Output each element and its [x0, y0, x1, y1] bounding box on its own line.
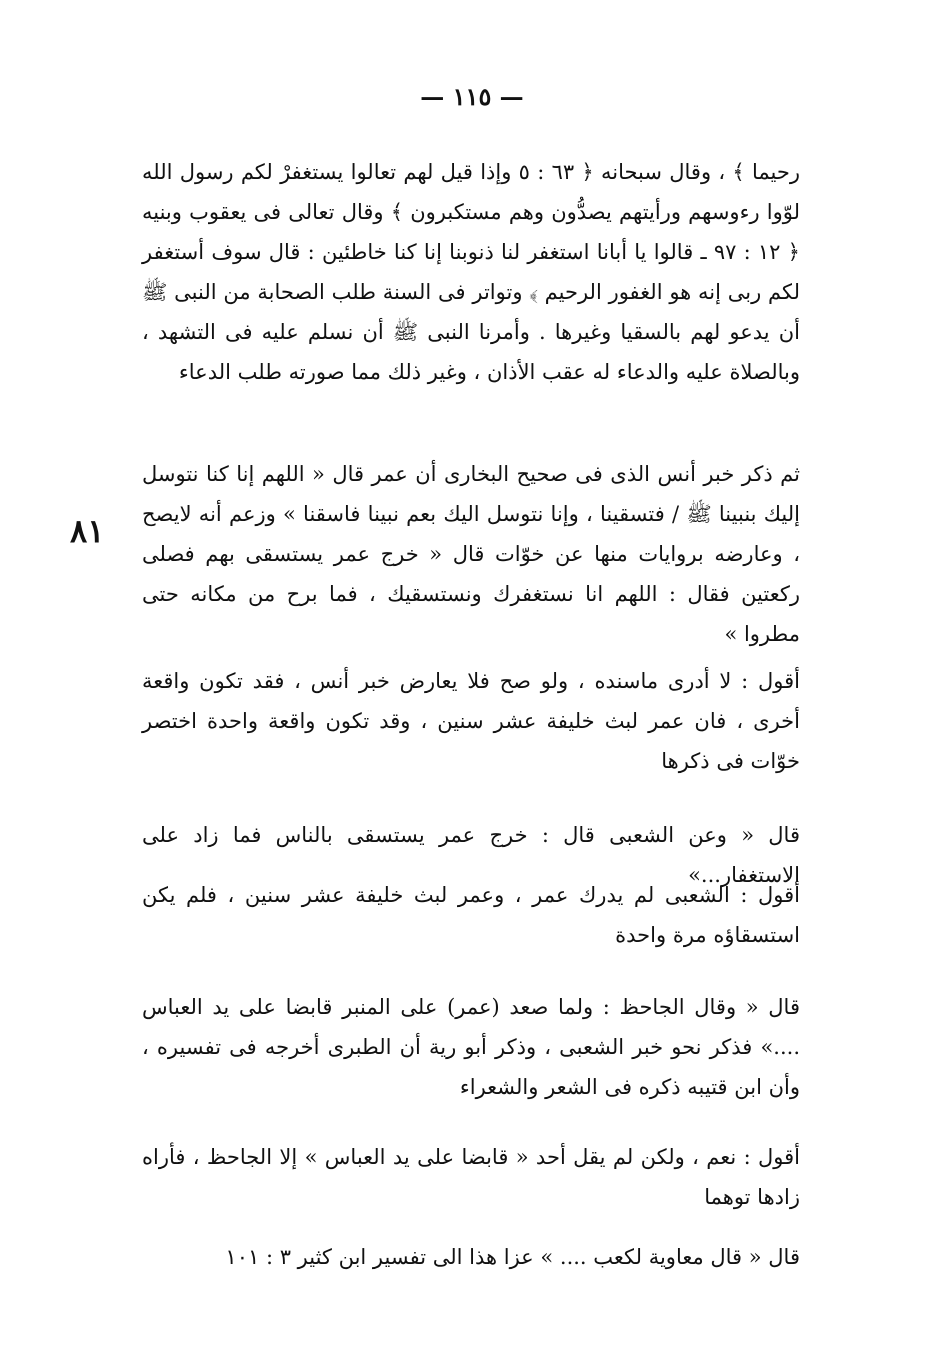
paragraph-8 [142, 1237, 800, 1277]
page-number: — ١١٥ — [420, 82, 524, 111]
paragraph-text: قال « وعن الشعبى قال : خرج عمر يستسقى بالناس فما زاد على الاستغفار...» [142, 823, 800, 887]
paragraph-7 [142, 1137, 800, 1217]
paragraph-2 [142, 454, 800, 654]
paragraph-text: ثم ذكر خبر أنس الذى فى صحيح البخارى أن عمر قال « اللهم إنا كنا نتوسل إليك بنبينا ﷺ / فتسقينا ، وإنا نتوسل اليك بعم نبينا فاسقنا » وزعم أنه لايصح ، وعارضه بروايات منها عن خوّات قال « خرج عمر يستسقى بهم فصلى ركعتين فقال : اللهم انا نستغفرك ونستسقيك ، فما برح من مكانه حتى مطروا » [142, 462, 800, 646]
paragraph-1 [142, 152, 800, 392]
paragraph-text: أقول : نعم ، ولكن لم يقل أحد « قابضا على يد العباس » إلا الجاحظ ، فأراه زادها توهما [142, 1145, 800, 1209]
paragraph-text: قال « وقال الجاحظ : ولما صعد (عمر) على المنبر قابضا على يد العباس ....» فذكر نحو خبر الشعبى ، وذكر أبو رية أن الطبرى أخرجه فى تفسيره ، وأن ابن قتيبه ذكره فى الشعر والشعراء [142, 995, 800, 1099]
paragraph-text: قال « قال معاوية لكعب .... » عزا هذا الى تفسير ابن كثير ٣ : ١٠١ [225, 1245, 800, 1269]
paragraph-5 [142, 875, 800, 955]
paragraph-text: رحيما ﴾ ، وقال سبحانه ﴿ ٦٣ : ٥ وإذا قيل لهم تعالوا يستغفرْ لكم رسول الله لوّوا رءوسهم ورأيتهم يصدُّون وهم مستكبرون ﴾ وقال تعالى فى يعقوب وبنيه ﴿ ١٢ : ٩٧ ـ قالوا يا أبانا استغفر لنا ذنوبنا إنا كنا خاطئين : قال سوف أستغفر لكم ربى إنه هو الغفور الرحيم ﴾ وتواتر فى السنة طلب الصحابة من النبى ﷺ أن يدعو لهم بالسقيا وغيرها . وأمرنا النبى ﷺ أن نسلم عليه فى التشهد ، وبالصلاة عليه والدعاء له عقب الأذان ، وغير ذلك مما صورته طلب الدعاء [142, 160, 800, 384]
paragraph-6 [142, 987, 800, 1107]
paragraph-text: أقول : لا أدرى ماسنده ، ولو صح فلا يعارض خبر أنس ، فقد تكون واقعة أخرى ، فان عمر لبث خليفة عشر سنين ، وقد تكون واقعة واحدة اختصر خوّات فى ذكرها [142, 669, 800, 773]
paragraph-text: أقول : الشعبى لم يدرك عمر ، وعمر لبث خليفة عشر سنين ، فلم يكن استسقاؤه مرة واحدة [142, 883, 800, 947]
margin-page-reference: ٨١ [70, 512, 105, 550]
paragraph-3 [142, 661, 800, 781]
